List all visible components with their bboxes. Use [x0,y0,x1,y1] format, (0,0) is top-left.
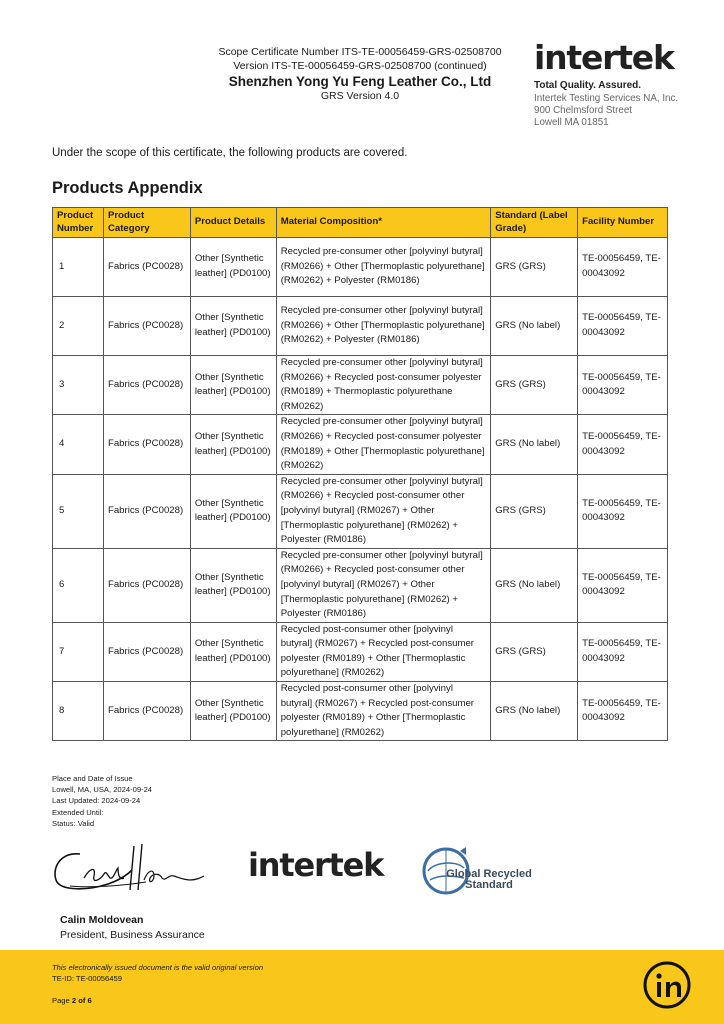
product-details-cell: Other [Synthetic leather] (PD0100) [190,297,276,356]
page-indicator [52,996,92,1005]
material-composition-cell: Recycled pre-consumer other [polyvinyl butyral] (RM0266) + Other [Thermoplastic polyurethane] (RM0262) + Polyester (RM0186) [276,238,491,297]
product-number-cell: 4 [53,415,104,474]
standard-cell: GRS (No label) [491,548,578,622]
facility-number-cell: TE-00056459, TE-00043092 [578,622,668,681]
facility-number-cell: TE-00056459, TE-00043092 [578,356,668,415]
facility-number-cell: TE-00056459, TE-00043092 [578,415,668,474]
product-category-cell: Fabrics (PC0028) [103,622,190,681]
table-row [53,682,668,741]
product-number-cell: 1 [53,238,104,297]
standard-cell: GRS (No label) [491,415,578,474]
extended-until: Extended Until: [52,807,104,817]
status: Status: Valid [52,818,95,828]
validity-note: This electronically issued document is the valid original version [52,963,264,972]
col-header-product-category: Product Category [103,208,190,238]
material-composition-cell: Recycled pre-consumer other [polyvinyl butyral] (RM0266) + Recycled post-consumer polyester (RM0189) + Other [Thermoplastic polyurethane] (RM0262) [276,415,491,474]
table-header-row [53,208,668,238]
signature-icon [50,840,210,900]
col-header-material-composition: Material Composition* [276,208,491,238]
table-row [53,474,668,548]
product-number-cell: 3 [53,356,104,415]
issue-label: Place and Date of Issue [52,774,133,783]
material-composition-cell: Recycled pre-consumer other [polyvinyl butyral] (RM0266) + Recycled post-consumer other [polyvinyl butyral] (RM0267) + Other [Thermoplastic polyurethane] (RM0262) + Polyester (RM0186) [276,474,491,548]
standard-cell: GRS (GRS) [491,356,578,415]
material-composition-cell: Recycled pre-consumer other [polyvinyl butyral] (RM0266) + Recycled post-consumer polyester (RM0189) + Thermoplastic polyurethane (RM0262) [276,356,491,415]
footer-bar [0,950,724,1024]
te-id: TE-ID: TE-00056459 [52,974,122,983]
intro-text: Under the scope of this certificate, the following products are covered. [52,147,408,159]
grs-line-1: Global Recycled [446,868,532,880]
address-line: Intertek Testing Services NA, Inc. [534,93,679,104]
product-details-cell: Other [Synthetic leather] (PD0100) [190,238,276,297]
table-row [53,622,668,681]
product-category-cell: Fabrics (PC0028) [103,548,190,622]
grs-version: GRS Version 4.0 [320,90,400,102]
address-line: 900 Chelmsford Street [534,105,633,116]
product-category-cell: Fabrics (PC0028) [103,415,190,474]
product-category-cell: Fabrics (PC0028) [103,238,190,297]
product-category-cell: Fabrics (PC0028) [103,356,190,415]
product-category-cell: Fabrics (PC0028) [103,474,190,548]
standard-cell: GRS (GRS) [491,622,578,681]
product-number-cell: 8 [53,682,104,741]
table-row [53,356,668,415]
company-name: Shenzhen Yong Yu Feng Leather Co., Ltd [228,74,492,89]
product-details-cell: Other [Synthetic leather] (PD0100) [190,415,276,474]
last-updated: Last Updated: 2024-09-24 [52,796,141,806]
product-number-cell: 6 [53,548,104,622]
section-title: Products Appendix [52,179,203,197]
col-header-product-number: Product Number [53,208,104,238]
signer-title: President, Business Assurance [60,928,205,941]
product-details-cell: Other [Synthetic leather] (PD0100) [190,356,276,415]
facility-number-cell: TE-00056459, TE-00043092 [578,682,668,741]
material-composition-cell: Recycled post-consumer other [polyvinyl butyral] (RM0267) + Recycled post-consumer polyester (RM0189) + Other [Thermoplastic polyurethane] (RM0262) [276,682,491,741]
col-header-facility-number: Facility Number [578,208,668,238]
product-details-cell: Other [Synthetic leather] (PD0100) [190,548,276,622]
signer-name: Calin Moldovean [60,914,144,926]
address-line: Lowell MA 01851 [534,117,609,128]
grs-logo-text [443,869,535,891]
standard-cell: GRS (No label) [491,682,578,741]
grs-line-2: Standard [465,879,513,891]
product-category-cell: Fabrics (PC0028) [103,297,190,356]
col-header-product-details: Product Details [190,208,276,238]
footer-note [52,962,263,984]
standard-cell: GRS (No label) [491,297,578,356]
table-row [53,548,668,622]
product-details-cell: Other [Synthetic leather] (PD0100) [190,622,276,681]
intertek-logo: intertek [534,38,674,77]
certificate-number: Scope Certificate Number ITS-TE-00056459-GRS-02508700 [218,46,502,58]
facility-number-cell: TE-00056459, TE-00043092 [578,548,668,622]
standard-cell: GRS (GRS) [491,238,578,297]
facility-number-cell: TE-00056459, TE-00043092 [578,238,668,297]
standard-cell: GRS (GRS) [491,474,578,548]
product-number-cell: 2 [53,297,104,356]
page-of: of [78,996,86,1005]
intertek-in-icon [640,958,694,1012]
page-current: 2 [71,996,77,1005]
table-row [53,238,668,297]
product-details-cell: Other [Synthetic leather] (PD0100) [190,682,276,741]
intertek-address [534,93,704,129]
facility-number-cell: TE-00056459, TE-00043092 [578,474,668,548]
signer-block [60,913,205,942]
product-number-cell: 7 [53,622,104,681]
version-line: Version ITS-TE-00056459-GRS-02508700 (continued) [233,59,487,72]
product-category-cell: Fabrics (PC0028) [103,682,190,741]
material-composition-cell: Recycled pre-consumer other [polyvinyl butyral] (RM0266) + Other [Thermoplastic polyurethane] (RM0262) + Polyester (RM0186) [276,297,491,356]
logo-tagline: Total Quality. Assured. [534,80,642,91]
issue-place-date: Lowell, MA, USA, 2024-09-24 [52,785,153,795]
products-table [52,207,668,741]
page-total: 6 [87,996,92,1005]
intertek-logo-bottom: intertek [248,846,384,884]
table-row [53,415,668,474]
intertek-logo-block [534,40,704,129]
col-header-standard: Standard (Label Grade) [491,208,578,238]
product-details-cell: Other [Synthetic leather] (PD0100) [190,474,276,548]
certificate-header [190,46,530,104]
facility-number-cell: TE-00056459, TE-00043092 [578,297,668,356]
page-prefix: Page [52,996,70,1005]
issue-info [52,773,152,829]
product-number-cell: 5 [53,474,104,548]
table-row [53,297,668,356]
material-composition-cell: Recycled post-consumer other [polyvinyl butyral] (RM0267) + Recycled post-consumer polyester (RM0189) + Other [Thermoplastic polyurethane] (RM0262) [276,622,491,681]
material-composition-cell: Recycled pre-consumer other [polyvinyl butyral] (RM0266) + Recycled post-consumer other [polyvinyl butyral] (RM0267) + Other [Thermoplastic polyurethane] (RM0262) + Polyester (RM0186) [276,548,491,622]
